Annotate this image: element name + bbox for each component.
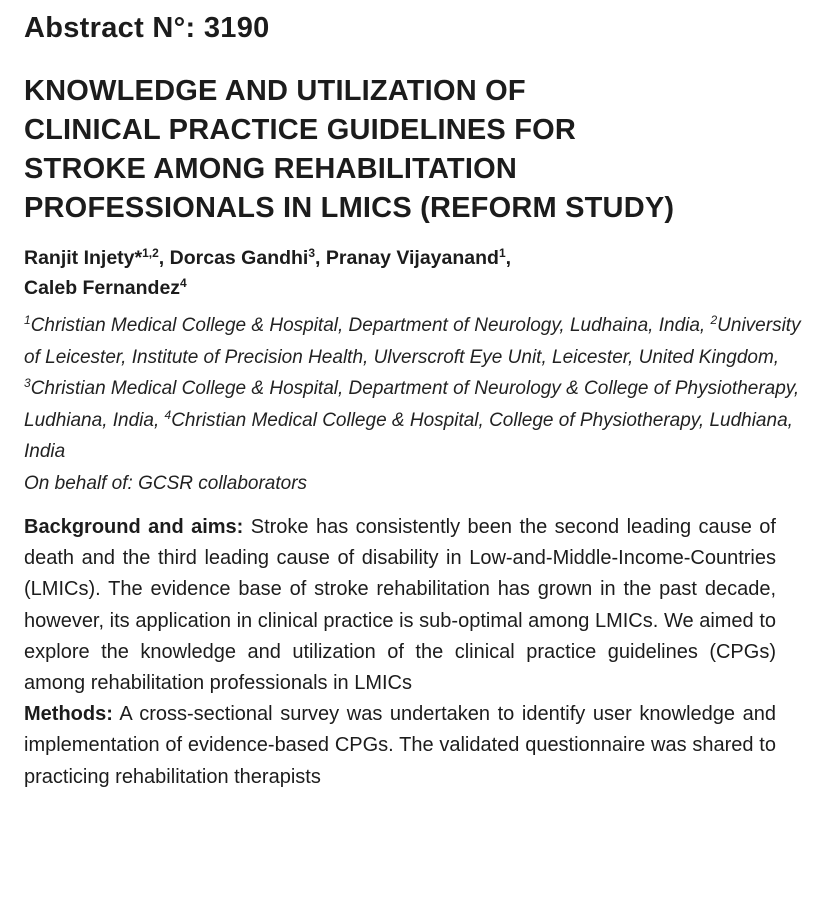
author-name: Pranay Vijayanand <box>325 247 499 269</box>
affiliation-text: Christian Medical College & Hospital, Department of Neurology & College of Physiotherapy, Ludhiana, India, <box>24 378 800 431</box>
methods-paragraph <box>24 699 776 793</box>
author-name: Caleb Fernandez <box>24 277 181 299</box>
author-list <box>24 243 814 303</box>
author-name: Dorcas Gandhi <box>169 247 309 269</box>
methods-text: A cross-sectional survey was undertaken to identify user knowledge and implementation of evidence-based CPGs. The validated questionnaire was shared to practicing rehabilitation therapists <box>24 703 776 788</box>
title-line: CLINICAL PRACTICE GUIDELINES FOR <box>24 114 577 146</box>
abstract-title <box>24 72 814 228</box>
author-affiliation-marker: 4 <box>180 276 187 290</box>
affiliations <box>24 310 814 499</box>
on-behalf-of: On behalf of: GCSR collaborators <box>24 472 308 494</box>
methods-heading: Methods: <box>24 703 113 726</box>
background-heading: Background and aims: <box>24 516 244 538</box>
author-affiliation-marker: 1 <box>498 246 506 260</box>
affiliation-text: University of Leicester, Institute of Precision Health, Ulverscroft Eye Unit, Leicester, United Kingdom, <box>24 315 801 368</box>
affiliation-text: Christian Medical College & Hospital, Department of Neurology, Ludhaina, India, <box>30 315 711 336</box>
author-separator: , <box>315 247 326 269</box>
author-affiliation-marker: 1,2 <box>142 246 159 260</box>
affiliation-marker: 4 <box>164 407 172 422</box>
abstract-body <box>24 512 776 793</box>
affiliation-marker: 2 <box>710 313 718 327</box>
title-line: PROFESSIONALS IN LMICS (REFORM STUDY) <box>24 192 675 224</box>
title-line: KNOWLEDGE AND UTILIZATION OF <box>24 75 526 107</box>
author-name: Ranjit Injety* <box>24 247 143 269</box>
title-line: STROKE AMONG REHABILITATION <box>24 153 518 185</box>
background-paragraph <box>24 512 776 699</box>
author-affiliation-marker: 3 <box>308 246 316 260</box>
affiliation-marker: 3 <box>24 376 31 390</box>
affiliation-marker: 1 <box>24 313 31 327</box>
background-text: Stroke has consistently been the second leading cause of death and the third leading cause of disability in Low-and-Middle-Income-Countries (LMICs). The evidence base of stroke rehabilitation has grown in the past decade, however, its application in clinical practice is sub-optimal among LMICs. We aimed to explore the knowledge and utilization of the clinical practice guidelines (CPGs) among rehabilitation professionals in LMICs <box>24 516 776 695</box>
abstract-number: Abstract N°: 3190 <box>24 12 270 44</box>
author-separator: , <box>158 247 170 269</box>
affiliation-text: Christian Medical College & Hospital, College of Physiotherapy, Ludhiana, India <box>24 409 793 462</box>
author-separator: , <box>505 247 512 269</box>
